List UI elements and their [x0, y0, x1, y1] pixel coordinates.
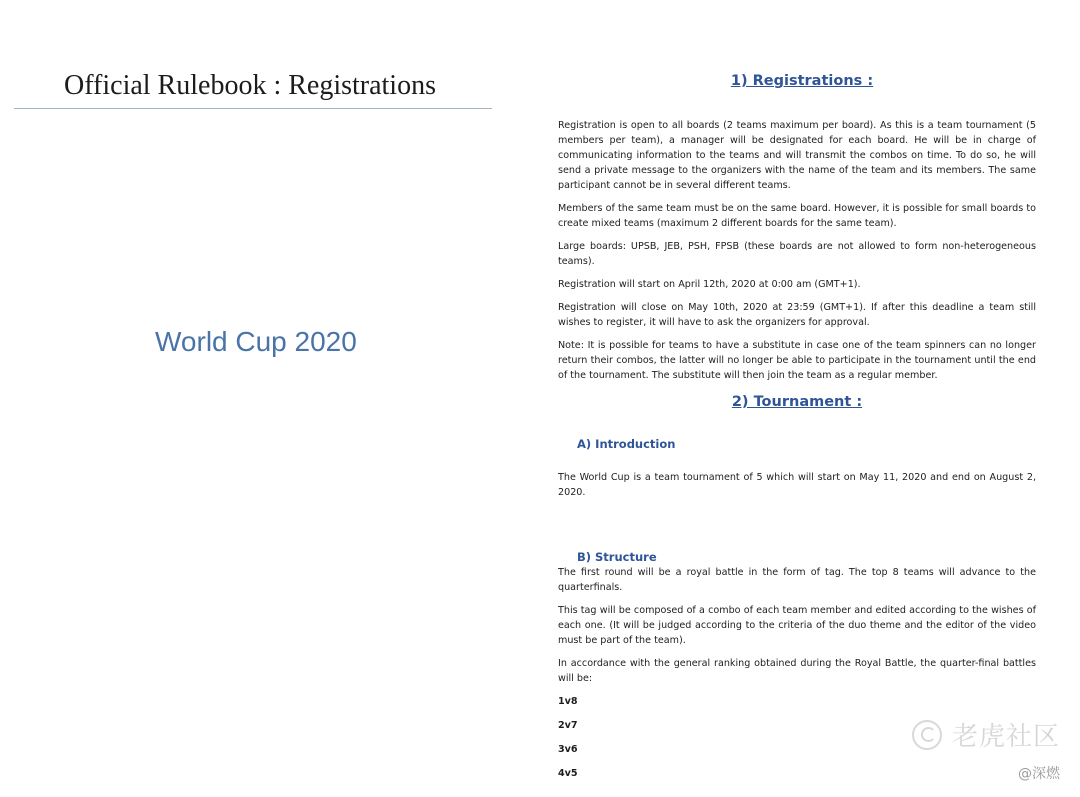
registration-paragraph: Registration will start on April 12th, 2020 at 0:00 am (GMT+1). [558, 279, 861, 290]
structure-paragraph: In accordance with the general ranking obtained during the Royal Battle, the quarter-final battles will be: [558, 658, 1036, 684]
registration-paragraph: Registration will close on May 10th, 2020 at 23:59 (GMT+1). If after this deadline a team still wishes to register, it will have to ask the organizers for approval. [558, 302, 1036, 328]
section-heading-registrations: 1) Registrations : [730, 73, 874, 89]
registration-note-paragraph: Note: It is possible for teams to have a substitute in case one of the team spinners can no longer return their combos, the latter will no longer be able to participate in the tournament until the end of the tournament. The substitute will then join the team as a regular member. [558, 340, 1036, 381]
tiger-community-logo-icon [912, 720, 942, 750]
event-subtitle: World Cup 2020 [155, 326, 357, 357]
structure-paragraph: This tag will be composed of a combo of each team member and edited according to the wishes of each one. (It will be judged according to the criteria of the duo theme and the editor of the video must be part of the team). [558, 605, 1036, 646]
matchup-item: 4v5 [558, 768, 578, 779]
structure-paragraph: The first round will be a royal battle in the form of tag. The top 8 teams will advance to the quarterfinals. [558, 567, 1036, 593]
section-heading-tournament: 2) Tournament : [731, 394, 863, 410]
matchup-item: 1v8 [558, 696, 578, 707]
introduction-paragraph: The World Cup is a team tournament of 5 which will start on May 11, 2020 and end on August 2, 2020. [558, 472, 1036, 498]
rulebook-title: Official Rulebook : Registrations [64, 70, 436, 101]
title-underline-divider [14, 108, 492, 109]
watermark-text: 老虎社区 [951, 722, 1060, 752]
rulebook-document-page [558, 70, 1036, 790]
watermark [912, 716, 1060, 753]
matchup-item: 2v7 [558, 720, 578, 731]
subheading-introduction: A) Introduction [577, 437, 676, 451]
registration-paragraph: Large boards: UPSB, JEB, PSH, FPSB (these boards are not allowed to form non-heterogeneous teams). [558, 241, 1036, 267]
subheading-structure: B) Structure [577, 550, 657, 564]
registration-paragraph: Members of the same team must be on the same board. However, it is possible for small boards to create mixed teams (maximum 2 different boards for the same team). [558, 203, 1036, 229]
title-slide [0, 0, 520, 797]
matchup-item: 3v6 [558, 744, 578, 755]
watermark-handle: @深燃 [1018, 766, 1060, 782]
registration-paragraph: Registration is open to all boards (2 teams maximum per board). As this is a team tournament (5 members per team), a manager will be designated for each board. He will be in charge of communicating information to the teams and will transmit the combos on time. To do so, he will send a private message to the organizers with the name of the team and its members. The same participant cannot be in several different teams. [558, 120, 1036, 191]
